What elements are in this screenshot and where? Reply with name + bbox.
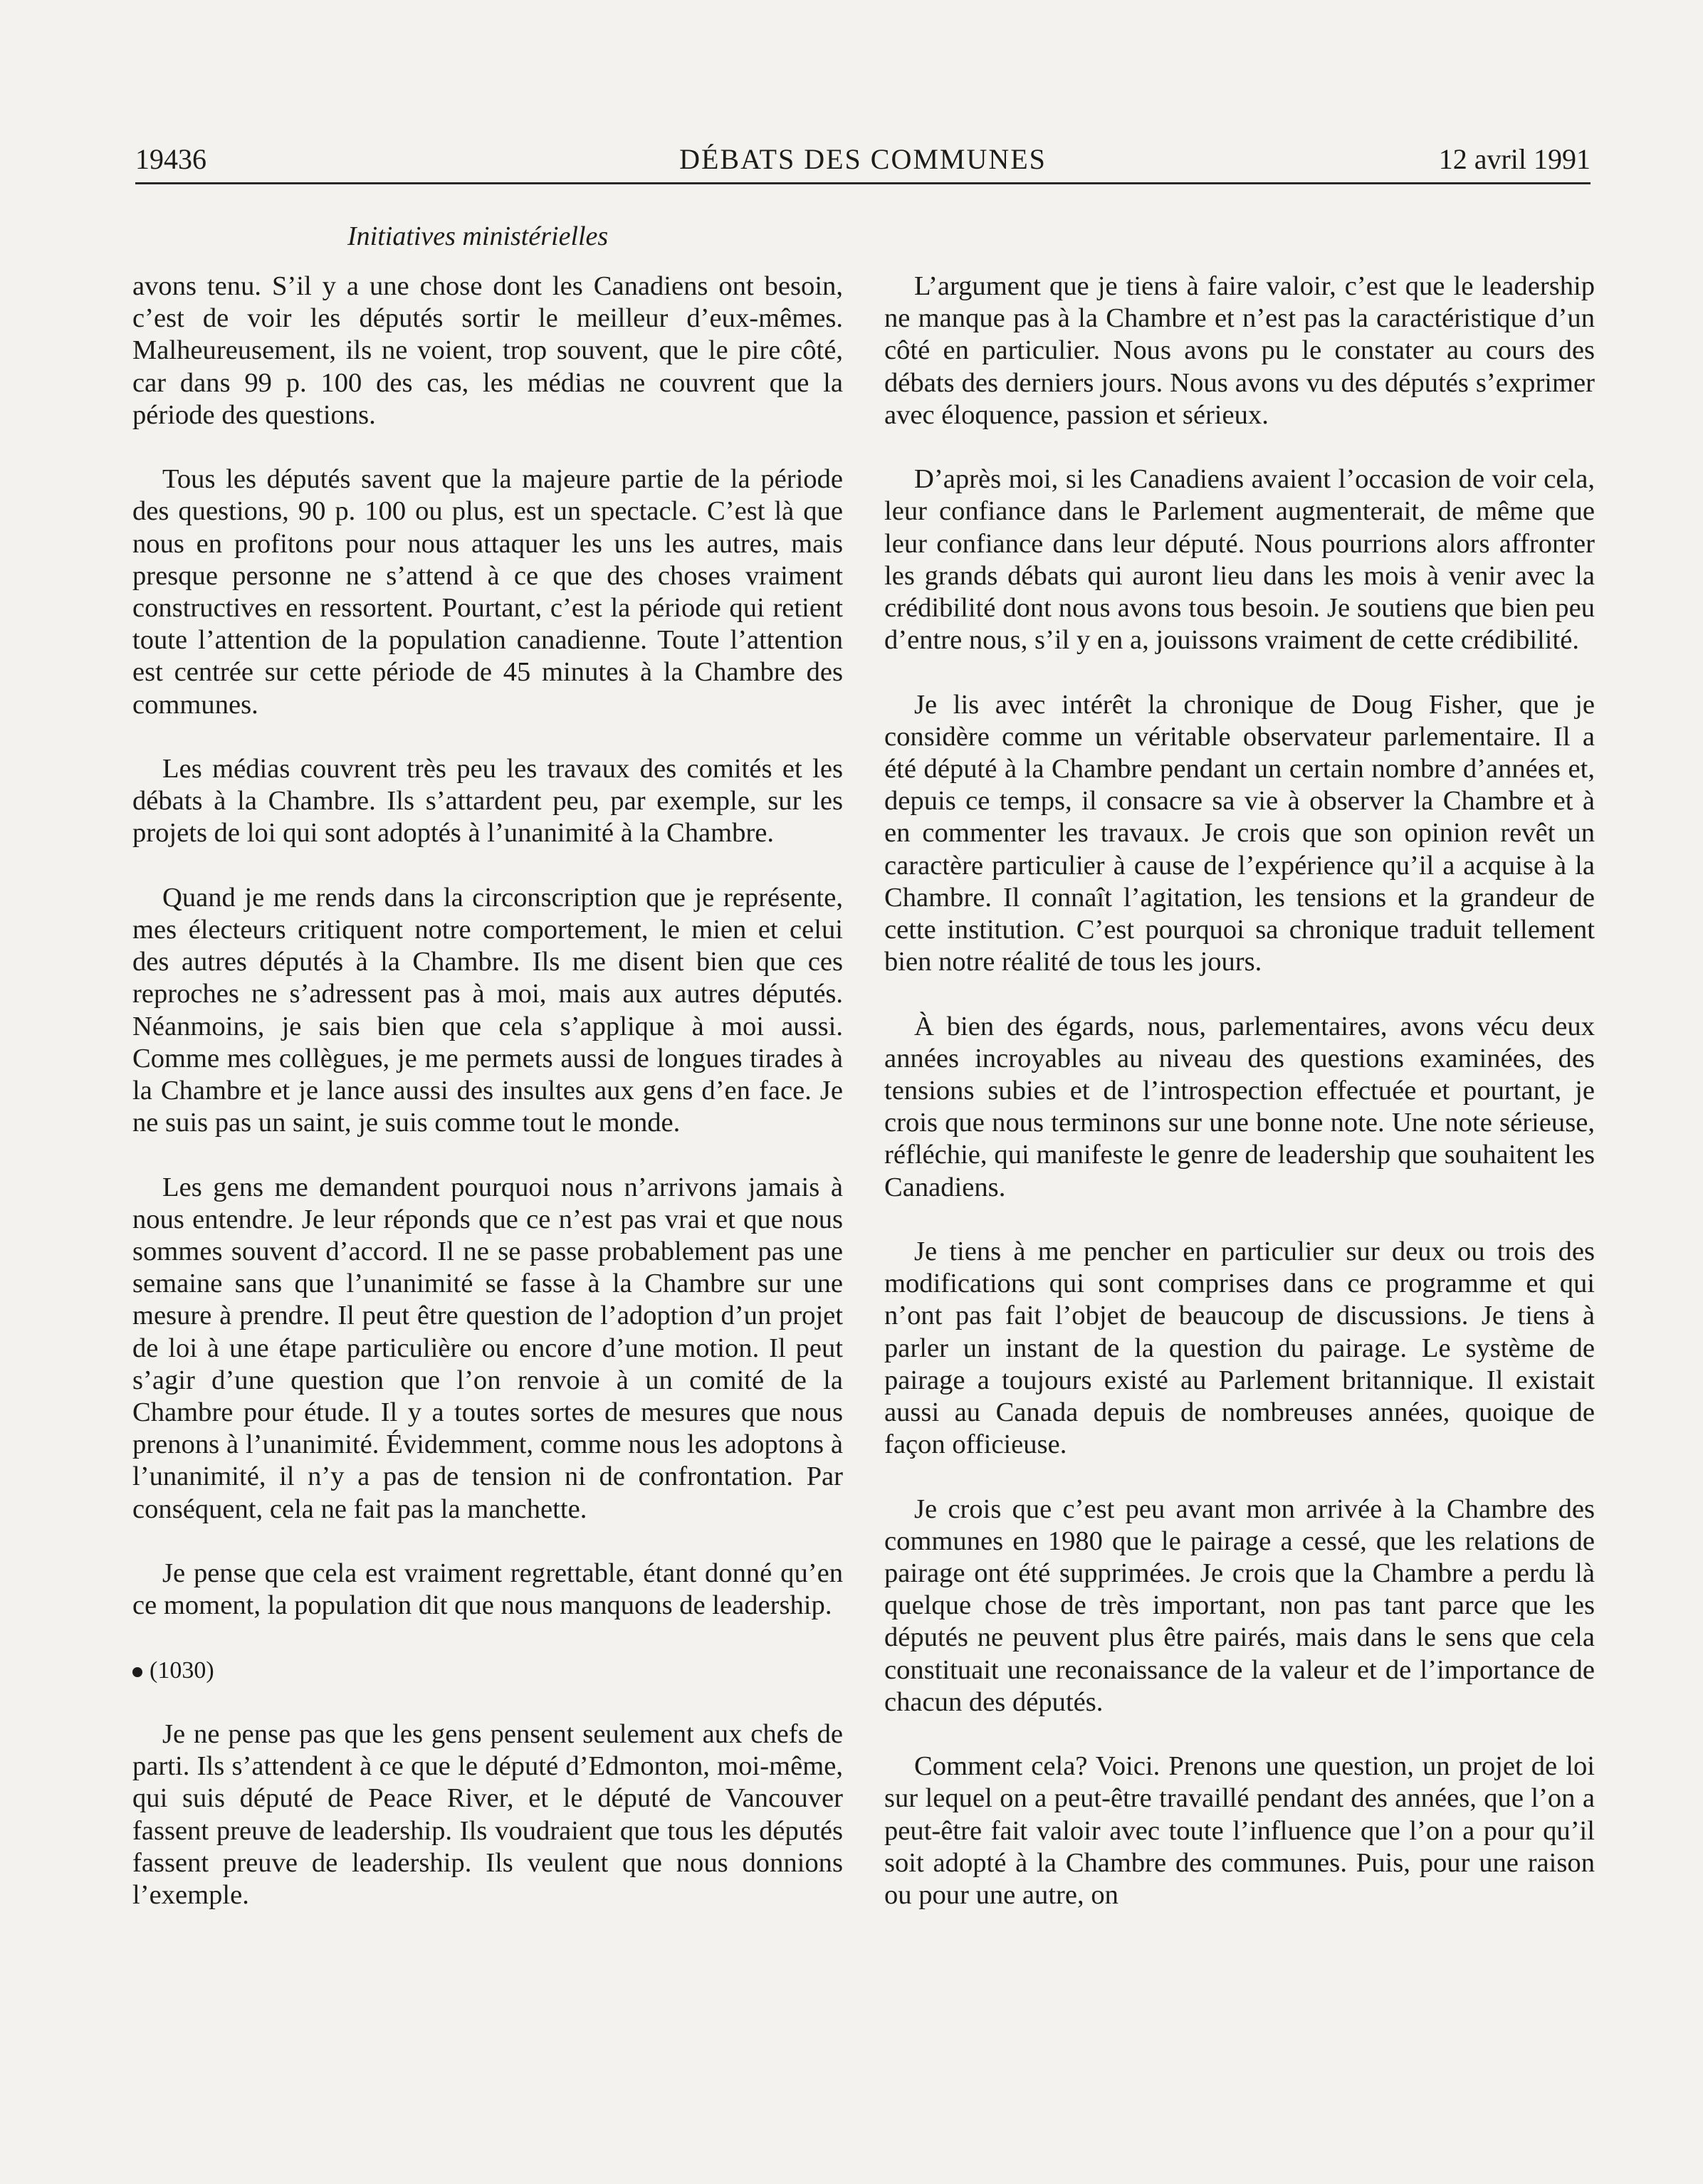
paragraph: Je lis avec intérêt la chronique de Doug Fisher, que je considère comme un véritable observateur parlementaire. Il a été député à la Chambre pendant un certain nombre d’années et, depuis ce temps, il consacre sa vie à observer la Chambre et à en commenter les travaux. Je crois que son opinion revêt un caractère particulier à cause de l’expérience qu’il a acquise à la Chambre. Il connaît l’agitation, les tensions et la grandeur de cette institution. C’est pourquoi sa chronique traduit tellement bien notre réalité de tous les jours. [884,689,1595,977]
journal-title: DÉBATS DES COMMUNES [679,143,1047,175]
bullet-icon [132,1667,142,1677]
timestamp-text: (1030) [150,1657,214,1684]
right-column [884,271,1595,1943]
page-number: 19436 [135,143,206,175]
paragraph: Quand je me rends dans la circonscription que je représente, mes électeurs critiquent notre comportement, le mien et celui des autres députés à la Chambre. Ils me disent bien que ces reproches ne s’adressent pas à moi, mais aux autres députés. Néanmoins, je sais bien que cela s’applique à moi aussi. Comme mes collègues, je me permets aussi de longues tirades à la Chambre et je lance aussi des insultes aux gens d’en face. Je ne suis pas un saint, je suis comme tout le monde. [132,882,843,1138]
paragraph: Comment cela? Voici. Prenons une question, un projet de loi sur lequel on a peut-être travaillé pendant des années, que l’on a peut-être fait valoir avec toute l’influence que l’on a pour qu’il soit adopté à la Chambre des communes. Puis, pour une raison ou pour une autre, on [884,1751,1595,1911]
paragraph: Les gens me demandent pourquoi nous n’arrivons jamais à nous entendre. Je leur réponds que ce n’est pas vrai et que nous sommes souvent d’accord. Il ne se passe probablement pas une semaine sans que l’unanimité se fasse à la Chambre sur une mesure à prendre. Il peut être question de l’adoption d’un projet de loi à une étape particulière ou encore d’une motion. Il peut s’agir d’une question que l’on renvoie à un comité de la Chambre pour étude. Il y a toutes sortes de mesures que nous prenons à l’unanimité. Évidemment, comme nous les adoptons à l’unanimité, il n’y a pas de tension ni de confrontation. Par conséquent, cela ne fait pas la manchette. [132,1172,843,1524]
timestamp-marker [132,1654,843,1686]
paragraph: Je pense que cela est vraiment regrettable, étant donné qu’en ce moment, la population dit que nous manquons de leadership. [132,1558,843,1621]
paragraph: À bien des égards, nous, parlementaires, avons vécu deux années incroyables au niveau des questions examinées, des tensions subies et de l’introspection effectuée et pourtant, je crois que nous terminons sur une bonne note. Une note sérieuse, réfléchie, qui manifeste le genre de leadership que souhaitent les Canadiens. [884,1011,1595,1202]
paragraph: avons tenu. S’il y a une chose dont les Canadiens ont besoin, c’est de voir les députés sortir le meilleur d’eux-mêmes. Malheureusement, ils ne voient, trop souvent, que le pire côté, car dans 99 p. 100 des cas, les médias ne couvrent que la période des questions. [132,271,843,430]
paragraph: L’argument que je tiens à faire valoir, c’est que le leadership ne manque pas à la Chambre et n’est pas la caractéristique d’un côté en particulier. Nous avons pu le constater au cours des débats des derniers jours. Nous avons vu des députés s’exprimer avec éloquence, passion et sérieux. [884,271,1595,430]
paragraph: Les médias couvrent très peu les travaux des comités et les débats à la Chambre. Ils s’attardent peu, par exemple, sur les projets de loi qui sont adoptés à l’unanimité à la Chambre. [132,754,843,849]
paragraph: Tous les députés savent que la majeure partie de la période des questions, 90 p. 100 ou plus, est un spectacle. C’est là que nous en profitons pour nous attaquer les uns les autres, mais presque personne ne s’attend à ce que des choses vraiment constructives en ressortent. Pourtant, c’est la période qui retient toute l’attention de la population canadienne. Toute l’attention est centrée sur cette période de 45 minutes à la Chambre des communes. [132,464,843,720]
left-column [132,271,843,1943]
page-header [135,140,1591,184]
paragraph: Je ne pense pas que les gens pensent seulement aux chefs de parti. Ils s’attendent à ce que le député d’Edmonton, moi-même, qui suis député de Peace River, et le député de Vancouver fassent preuve de leadership. Ils voudraient que tous les députés fassent preuve de leadership. Ils veulent que nous donnions l’exemple. [132,1719,843,1911]
paragraph: Je tiens à me pencher en particulier sur deux ou trois des modifications qui sont comprises dans ce programme et qui n’ont pas fait l’objet de beaucoup de discussions. Je tiens à parler un instant de la question du pairage. Le système de pairage a toujours existé au Parlement britannique. Il existait aussi au Canada depuis de nombreuses années, quoique de façon officieuse. [884,1237,1595,1460]
paragraph: Je crois que c’est peu avant mon arrivée à la Chambre des communes en 1980 que le pairage a cessé, que les relations de pairage ont été supprimées. Je crois que la Chambre a perdu là quelque chose de très important, non pas tant parce que les députés ne peuvent plus être pairés, mais dans le sens que cela constituait une reconaissance de la valeur et de l’importance de chacun des députés. [884,1493,1595,1717]
paragraph: D’après moi, si les Canadiens avaient l’occasion de voir cela, leur confiance dans le Parlement augmenterait, de même que leur confiance dans leur député. Nous pourrions alors affronter les grands débats qui auront lieu dans les mois à venir avec la crédibilité dont nous avons tous besoin. Je soutiens que bien peu d’entre nous, s’il y en a, jouissons vraiment de cette crédibilité. [884,464,1595,656]
section-title: Initiatives ministérielles [347,221,609,251]
page-date: 12 avril 1991 [1438,143,1591,175]
